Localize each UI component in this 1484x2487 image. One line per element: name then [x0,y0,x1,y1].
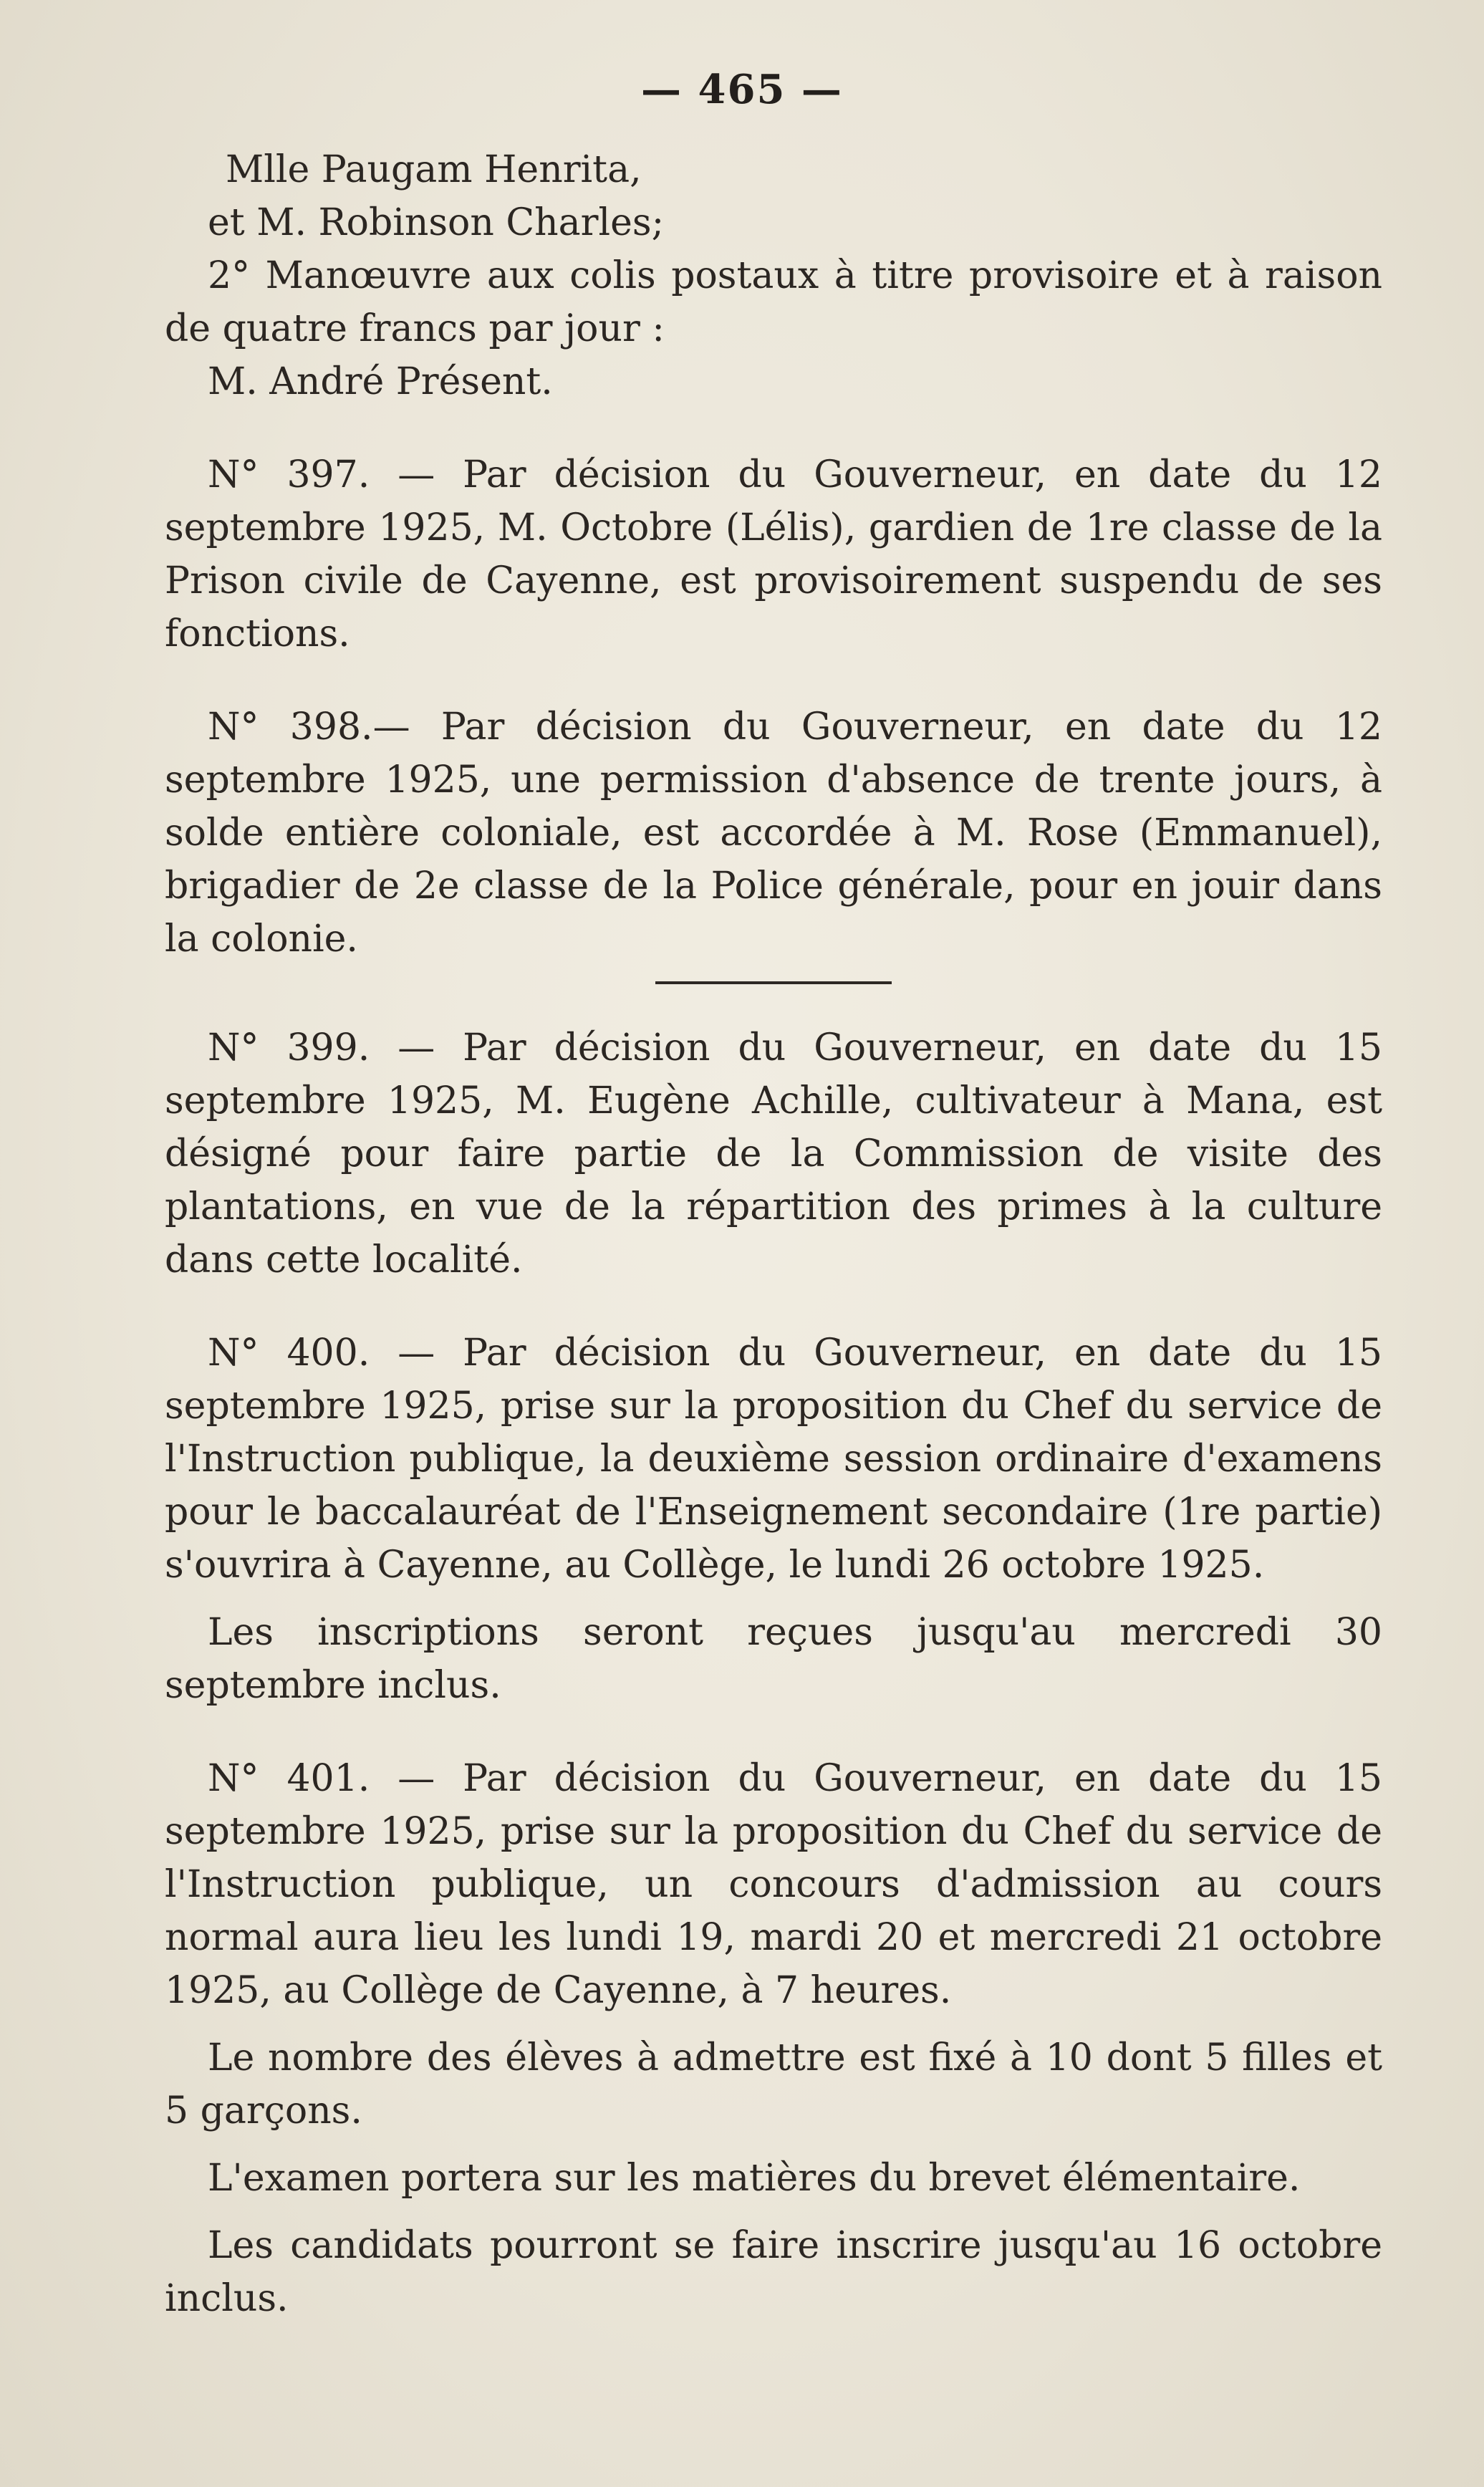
decision-397: N° 397. — Par décision du Gouverneur, en date du 12 septembre 1925, M. Octobre (Lélis), gardien de 1re classe de la Prison civile de Cayenne, est provisoirement suspendu de ses fonctions. [165,453,1382,655]
section-divider [655,981,892,984]
opening-line-2: et M. Robinson Charles; [208,201,665,244]
spacer [165,2205,1382,2219]
spacer [165,1712,1382,1752]
spacer [165,660,1382,701]
spacer [165,1286,1382,1327]
decision-401-followup-2: L'examen portera sur les matières du brevet élémentaire. [208,2157,1301,2200]
spacer [165,408,1382,448]
decision-401-followup-3: Les candidats pourront se faire inscrire jusqu'au 16 octobre inclus. [165,2224,1382,2320]
opening-item-2: 2° Manœuvre aux colis postaux à titre provisoire et à raison de quatre francs par jour : [165,254,1382,350]
opening-line-1: Mlle Paugam Henrita, [226,148,642,191]
opening-name: M. André Présent. [208,360,553,403]
page-content [165,143,1382,2325]
spacer [165,2017,1382,2031]
spacer [165,2137,1382,2152]
decision-401: N° 401. — Par décision du Gouverneur, en date du 15 septembre 1925, prise sur la proposition du Chef du service de l'Instruction publique, un concours d'admission au cours normal aura lieu les lundi 19, mardi 20 et mercredi 21 octobre 1925, au Collège de Cayenne, à 7 heures. [165,1757,1382,2012]
spacer [165,1592,1382,1606]
decision-399: N° 399. — Par décision du Gouverneur, en date du 15 septembre 1925, M. Eugène Achille, cultivateur à Mana, est désigné pour faire partie de la Commission de visite des plantations, en vue de la répartition des primes à la culture dans cette localité. [165,1026,1382,1281]
decision-400: N° 400. — Par décision du Gouverneur, en date du 15 septembre 1925, prise sur la proposition du Chef du service de l'Instruction publique, la deuxième session ordinaire d'examens pour le baccalauréat de l'Enseignement secondaire (1re partie) s'ouvrira à Cayenne, au Collège, le lundi 26 octobre 1925. [165,1332,1382,1587]
decision-398: N° 398.— Par décision du Gouverneur, en date du 12 septembre 1925, une permission d'absence de trente jours, à solde entière coloniale, est accordée à M. Rose (Emmanuel), brigadier de 2e classe de la Police générale, pour en jouir dans la colonie. [165,706,1382,961]
decision-401-followup-1: Le nombre des élèves à admettre est fixé à 10 dont 5 filles et 5 garçons. [165,2036,1382,2132]
page-number: — 465 — [641,66,843,113]
decision-400-followup: Les inscriptions seront reçues jusqu'au mercredi 30 septembre inclus. [165,1611,1382,1707]
